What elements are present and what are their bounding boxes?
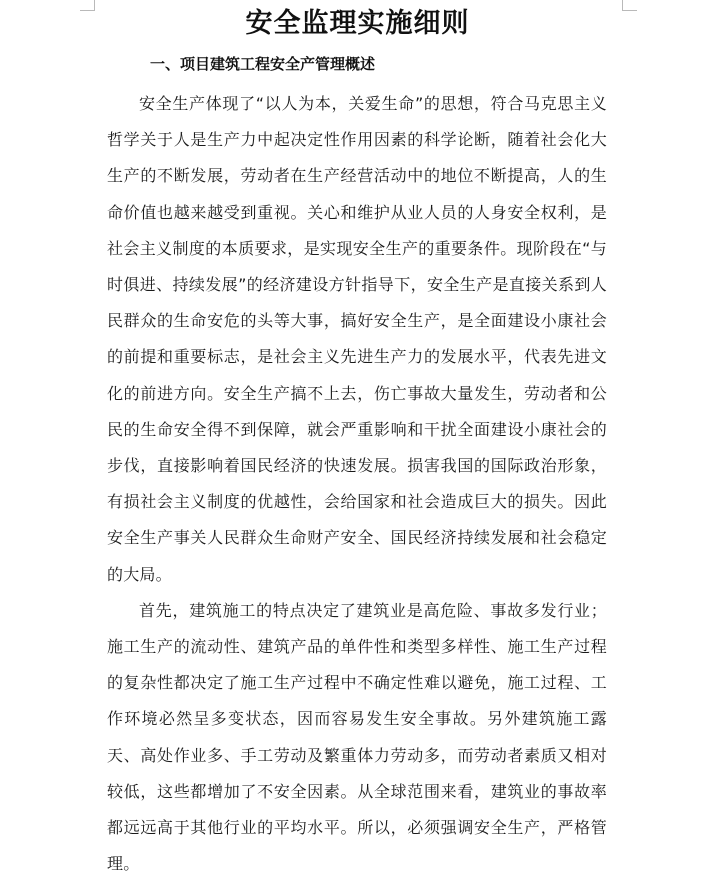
document-title: 安全监理实施细则 — [245, 8, 470, 39]
body-paragraph-1: 安全生产体现了“以人为本，关爱生命”的思想，符合马克思主义哲学关于人是生产力中起决定性作用因素的科学论断，随着社会化大生产的不断发展，劳动者在生产经营活动中的地位不断提高，人的生命价值也越来越受到重视。关心和维护从业人员的人身安全权利，是社会主义制度的本质要求，是实现安全生产的重要条件。现阶段在“与时俱进、持续发展”的经济建设方针指导下，安全生产是直接关系到人民群众的生命安危的头等大事，搞好安全生产，是全面建设小康社会的前提和重要标志，是社会主义先进生产力的发展水平，代表先进文化的前进方向。安全生产搞不上去，伤亡事故大量发生，劳动者和公民的生命安全得不到保障，就会严重影响和干扰全面建设小康社会的步伐，直接影响着国民经济的快速发展。损害我国的国际政治形象，有损社会主义制度的优越性，会给国家和社会造成巨大的损失。因此安全生产事关人民群众生命财产安全、国民经济持续发展和社会稳定的大局。 — [107, 94, 607, 584]
document-body — [107, 86, 607, 882]
section-heading: 一、项目建筑工程安全产管理概述 — [150, 55, 376, 73]
body-paragraph-2: 首先，建筑施工的特点决定了建筑业是高危险、事故多发行业；施工生产的流动性、建筑产品的单件性和类型多样性、施工生产过程的复杂性都决定了施工生产过程中不确定性难以避免，施工过程、工作环境必然呈多变状态，因而容易发生安全事故。另外建筑施工露天、高处作业多、手工劳动及繁重体力劳动多，而劳动者素质又相对较低，这些都增加了不安全因素。从全球范围来看，建筑业的事故率都远远高于其他行业的平均水平。所以，必须强调安全生产，严格管理。 — [107, 600, 607, 874]
